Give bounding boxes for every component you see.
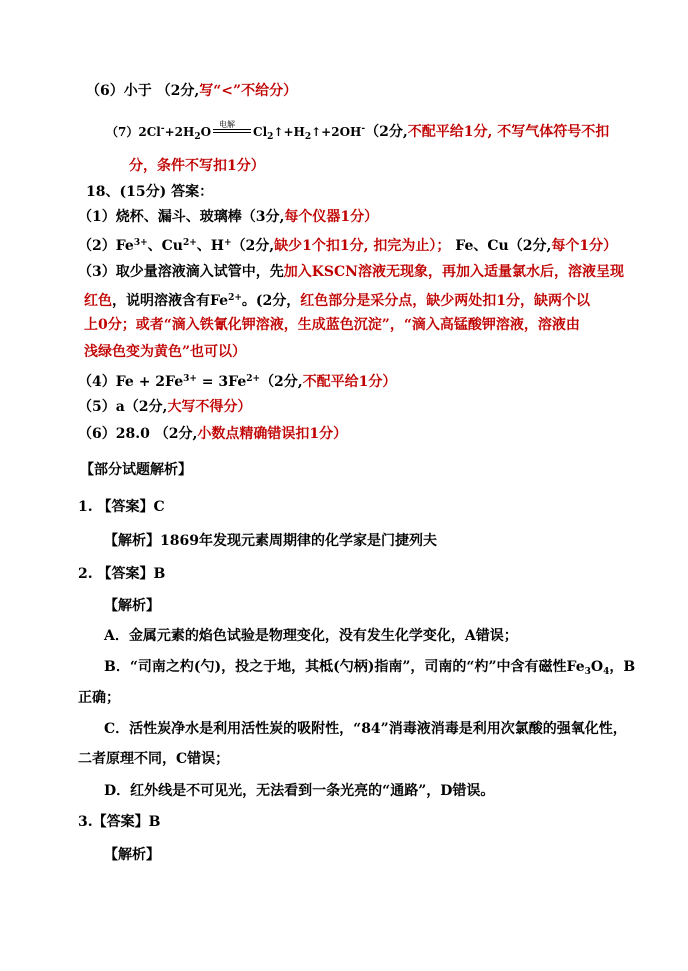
q2-answer <box>78 565 165 583</box>
eq-sub-h2: 2 <box>194 132 201 142</box>
arrow-line-top <box>213 129 251 130</box>
q2-option-c-text: C．活性炭净水是利用活性炭的吸附性，“84”消毒液消毒是利用次氯酸的强氧化性， <box>104 721 627 737</box>
section-heading-text: 【部分试题解析】 <box>80 462 192 478</box>
q2-option-d <box>104 782 494 800</box>
q2-analysis-label: 【解析】 <box>104 598 160 614</box>
eq-sup-cl: - <box>160 124 165 134</box>
eq-part-o: O <box>200 125 212 139</box>
q18-answer-3-line4 <box>84 343 246 361</box>
eq-sub-h2gas: 2 <box>304 132 312 142</box>
answer-7-note: 不配平给1分, 不写气体符号不扣 <box>407 124 610 140</box>
q18-a2-cu: 、Cu <box>147 238 183 254</box>
q18-a2-h: 、H <box>196 238 225 254</box>
q18-a3-conclusion: ，说明溶液含有Fe <box>112 293 229 309</box>
eq-part-cl2: Cl <box>253 125 268 139</box>
q18-a3-note-3: 浅绿色变为黄色”也可以） <box>84 344 247 360</box>
q2-answer-text: 2. 【答案】B <box>78 566 166 582</box>
answer-6-text: （6）小于 （2分, <box>86 83 200 99</box>
q18-answer-2 <box>78 234 617 255</box>
q18-a3-fe-sup: 2+ <box>228 293 242 303</box>
q3-analysis-label: 【解析】 <box>104 847 160 863</box>
q2-option-b-sub1: 3 <box>584 667 591 677</box>
q18-a2-note: 缺少1个扣1分, 扣完为止）； <box>274 238 451 254</box>
q18-a4-score: （2分, <box>260 374 303 390</box>
q18-answer-3-line1 <box>78 263 624 281</box>
electrolysis-arrow <box>211 120 253 138</box>
q2-option-c <box>104 720 627 738</box>
q18-answer-4 <box>78 370 396 391</box>
q2-option-d-text: D．红外线是不可见光，无法看到一条光亮的“通路”，D错误。 <box>104 783 495 799</box>
eq-part-h2: +2H <box>164 125 195 139</box>
eq-sub-cl2: 2 <box>267 132 274 142</box>
q2-option-a <box>104 627 518 645</box>
q18-a4-eq2: = 3Fe <box>196 374 247 390</box>
electrolysis-label: 电解 <box>219 120 236 129</box>
arrow-line-bottom <box>213 132 251 133</box>
q2-analysis-heading <box>104 597 160 615</box>
q2-option-b-o: O <box>590 659 604 675</box>
q18-a6-text: （6）28.0 （2分, <box>78 426 198 442</box>
q18-a5-note: 大写不得分） <box>167 399 252 415</box>
q18-a3-key: 加入KSCN溶液无现象，再加入适量氯水后，溶液呈现 <box>283 264 624 280</box>
q18-answer-1-note: 每个仪器1分） <box>284 209 379 225</box>
q18-a4-eq1: （4）Fe + 2Fe <box>78 374 184 390</box>
q1-analysis <box>104 532 437 550</box>
q2-option-b <box>104 658 635 681</box>
q18-a6-note: 小数点精确错误扣1分） <box>197 426 348 442</box>
answer-6-note: 写“<”不给分） <box>199 83 298 99</box>
q18-a3-score: 。(2分， <box>241 293 301 309</box>
q1-answer-text: 1. 【答案】C <box>78 499 165 515</box>
q18-answer-6 <box>78 425 347 443</box>
q18-a2-fe: （2）Fe <box>78 238 134 254</box>
q18-a3-note: 红色部分是采分点，缺少两处扣1分，缺两个以 <box>300 293 591 309</box>
answer-7-line <box>106 120 609 146</box>
q18-answer-5 <box>78 398 251 416</box>
q2-option-a-text: A．金属元素的焰色试验是物理变化，没有发生化学变化，A错误； <box>104 628 518 644</box>
answer-7-note-2: 分，条件不写扣1分） <box>129 158 265 174</box>
q1-answer <box>78 498 165 516</box>
q18-a3-text: （3）取少量溶液滴入试管中，先 <box>78 264 284 280</box>
eq-part-h2gas: ↑+H <box>273 125 305 139</box>
answer-7-note-cont <box>129 157 265 175</box>
q2-option-b-end: ，B <box>609 659 636 675</box>
q2-option-b-sub2: 4 <box>603 667 610 677</box>
section-heading <box>80 461 192 479</box>
q1-analysis-text: 【解析】1869年发现元素周期律的化学家是门捷列夫 <box>104 533 437 549</box>
q2-option-b-text-2: 正确； <box>78 690 120 706</box>
eq-sup-oh: - <box>361 124 366 134</box>
q18-answer-3-line2 <box>84 289 590 310</box>
q2-option-c-cont <box>78 750 229 768</box>
q18-answer-1-text: （1）烧杯、漏斗、玻璃棒（3分, <box>78 209 285 225</box>
q18-answer-1 <box>78 208 378 226</box>
answer-6-line <box>86 82 297 100</box>
q3-analysis-heading <box>104 846 160 864</box>
q18-a2-note-2: 每个1分） <box>551 238 618 254</box>
q18-a4-note: 不配平给1分） <box>302 374 397 390</box>
eq-part-cl: （7）2Cl <box>106 125 161 139</box>
q2-option-b-cont <box>78 689 120 707</box>
eq-part-oh: ↑+2OH <box>311 125 362 139</box>
q18-a2-fe-sup: 3+ <box>133 238 148 248</box>
q18-a4-sup1: 3+ <box>183 374 197 384</box>
question-18-heading <box>86 183 213 201</box>
q18-a4-sup2: 2+ <box>246 374 261 384</box>
q3-answer-text: 3.【答案】B <box>78 814 161 830</box>
q18-a2-score: （2分, <box>231 238 275 254</box>
q18-a3-note-2: 上0分；或者“滴入铁氰化钾溶液，生成蓝色沉淀”，“滴入高锰酸钾溶液，溶液由 <box>84 317 580 333</box>
q2-option-b-text: B．“司南之杓(勺)，投之于地，其柢(勺柄)指南”，司南的“杓”中含有磁性Fe <box>104 659 585 675</box>
q18-a5-text: （5）a（2分, <box>78 399 168 415</box>
answer-7-score: （2分, <box>365 124 408 140</box>
q3-answer <box>78 813 160 831</box>
q18-a2-cu-sup: 2+ <box>182 238 197 248</box>
q2-option-c-text-2: 二者原理不同，C错误； <box>78 751 230 767</box>
q18-a3-red-color: 红色 <box>84 293 112 309</box>
q18-a2-metals: Fe、Cu（2分, <box>450 238 552 254</box>
q18-answer-3-line3 <box>84 316 580 334</box>
question-18-text: 18、(15分) 答案： <box>86 184 214 200</box>
q18-a2-h-sup: + <box>224 238 232 248</box>
